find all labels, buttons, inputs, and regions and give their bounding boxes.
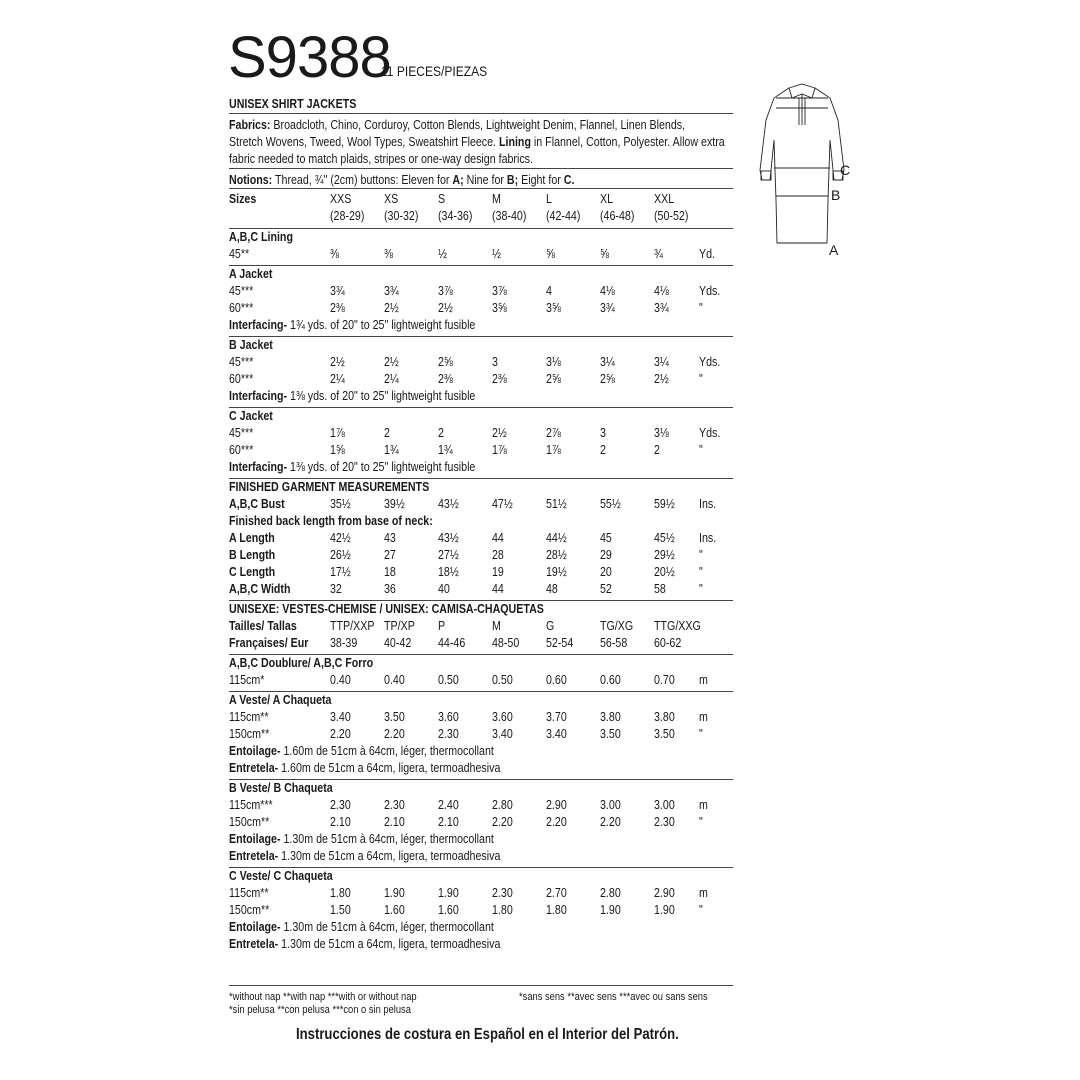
interfacing-note: Interfacing- 1⅜ yds. of 20" to 25" lightweight fusible	[229, 459, 476, 474]
row-label: 150cm**	[229, 726, 270, 741]
cell-value: 2½	[384, 354, 399, 369]
cell-value: 29½	[654, 547, 675, 562]
cell-value: 2.10	[438, 814, 459, 829]
cell-value: 3.80	[600, 709, 621, 724]
cell-value: 2.80	[492, 797, 513, 812]
cell-value: 3.00	[654, 797, 675, 812]
unit-label: "	[699, 564, 703, 579]
row-label: 45***	[229, 425, 254, 440]
cell-value: 0.50	[438, 672, 459, 687]
cell-value: ⅝	[546, 246, 555, 261]
yardage-row-45	[229, 424, 733, 441]
size-header: S	[438, 191, 446, 206]
cell-value: 2.90	[546, 797, 567, 812]
size-header: (42-44)	[546, 208, 581, 223]
cell-value: 2.80	[600, 885, 621, 900]
cell-value: 3⅝	[492, 300, 507, 315]
cell-value: 2	[384, 425, 390, 440]
size-header: M	[492, 618, 501, 633]
yardage-row-60	[229, 370, 733, 387]
cell-value: 2⅞	[546, 425, 561, 440]
metric-title: UNISEXE: VESTES-CHEMISE / UNISEX: CAMISA-CHAQUETAS	[229, 601, 544, 616]
cell-value: 2¼	[330, 371, 345, 386]
row-label: 115cm***	[229, 797, 273, 812]
entretela-note: Entretela- 1.60m de 51cm a 64cm, ligera, termoadhesiva	[229, 760, 501, 775]
footnotes-english: *without nap **with nap ***with or without nap	[229, 991, 417, 1003]
cell-value: 1.90	[654, 902, 675, 917]
row-label: 60***	[229, 300, 254, 315]
cell-value: 2½	[438, 300, 453, 315]
interfacing-note: Interfacing- 1¾ yds. of 20" to 25" lightweight fusible	[229, 317, 476, 332]
size-header: L	[546, 191, 552, 206]
cell-value: 2⅜	[330, 300, 345, 315]
footnotes-spanish: *sin pelusa **con pelusa ***con o sin pelusa	[229, 1004, 411, 1016]
entoilage-note: Entoilage- 1.30m de 51cm à 64cm, léger, thermocollant	[229, 919, 494, 934]
cell-value: 44	[492, 581, 504, 596]
cell-value: 26½	[330, 547, 351, 562]
cell-value: 27	[384, 547, 396, 562]
cell-value: 0.50	[492, 672, 513, 687]
cell-value: ⅜	[330, 246, 339, 261]
cell-value: 3.60	[438, 709, 459, 724]
metric-b-title: B Veste/ B Chaqueta	[229, 780, 333, 795]
cell-value: 17½	[330, 564, 351, 579]
cell-value: 51½	[546, 496, 567, 511]
cell-value: 2	[654, 442, 660, 457]
cell-value: 2½	[492, 425, 507, 440]
entretela-note: Entretela- 1.30m de 51cm a 64cm, ligera, termoadhesiva	[229, 936, 501, 951]
cell-value: 35½	[330, 496, 351, 511]
view-label-a: A	[829, 242, 839, 258]
cell-value: 36	[384, 581, 396, 596]
unit-label: "	[699, 300, 703, 315]
cell-value: 44	[492, 530, 504, 545]
metric-sizes-row	[229, 617, 733, 634]
a-jacket-title: A Jacket	[229, 266, 273, 281]
pattern-number: S9388	[228, 25, 391, 90]
cell-value: 48	[546, 581, 558, 596]
cell-value: 28½	[546, 547, 567, 562]
row-label: A Length	[229, 530, 275, 545]
cell-value: 2.30	[384, 797, 405, 812]
row-label: B Length	[229, 547, 276, 562]
view-label-b: B	[831, 187, 841, 203]
jacket-figure-illustration	[752, 80, 852, 260]
fabrics-line-2: Stretch Wovens, Tweed, Wool Types, Sweatshirt Fleece. Lining in Flannel, Cotton, Polyester. Allow extra	[229, 134, 725, 149]
cell-value: 18	[384, 564, 396, 579]
unit-label: "	[699, 726, 703, 741]
cell-value: 4	[546, 283, 552, 298]
cell-value: 20	[600, 564, 612, 579]
cell-value: 3¼	[654, 354, 669, 369]
cell-value: 3.70	[546, 709, 567, 724]
cell-value: ¾	[654, 246, 663, 261]
divider	[229, 188, 733, 189]
cell-value: 29	[600, 547, 612, 562]
size-header: XXS	[330, 191, 352, 206]
length-row	[229, 546, 733, 563]
cell-value: 2.20	[492, 814, 513, 829]
cell-value: 0.70	[654, 672, 675, 687]
cell-value: 0.40	[330, 672, 351, 687]
yardage-row-45	[229, 353, 733, 370]
lining-title: A,B,C Lining	[229, 229, 293, 244]
fabrics-line-1: Fabrics: Broadcloth, Chino, Corduroy, Cotton Blends, Lightweight Denim, Flannel, Linen Blends,	[229, 117, 686, 132]
footnotes-french: *sans sens **avec sens ***avec ou sans sens	[519, 991, 708, 1003]
interfacing-note: Interfacing- 1⅜ yds. of 20" to 25" lightweight fusible	[229, 388, 476, 403]
metric-row-115	[229, 708, 733, 725]
size-header: TP/XP	[384, 618, 415, 633]
cell-value: 2.30	[330, 797, 351, 812]
cell-value: 1.80	[546, 902, 567, 917]
cell-value: ⅝	[600, 246, 609, 261]
size-header: (46-48)	[600, 208, 635, 223]
cell-value: 1.90	[600, 902, 621, 917]
metric-lining-title: A,B,C Doublure/ A,B,C Forro	[229, 655, 374, 670]
row-label: 115cm**	[229, 709, 269, 724]
cell-value: 2	[438, 425, 444, 440]
cell-value: 3¾	[330, 283, 345, 298]
cell-value: 45½	[654, 530, 675, 545]
cell-value: 1⅝	[330, 442, 345, 457]
metric-row-115	[229, 796, 733, 813]
metric-a-title: A Veste/ A Chaqueta	[229, 692, 332, 707]
unit-label: "	[699, 371, 703, 386]
metric-row-150	[229, 813, 733, 830]
cell-value: 52	[600, 581, 612, 596]
yardage-row-45	[229, 282, 733, 299]
cell-value: 3¼	[600, 354, 615, 369]
metric-lining-row	[229, 671, 733, 688]
sizes-header-row	[229, 190, 733, 207]
cell-value: 59½	[654, 496, 675, 511]
cell-value: 1⅞	[330, 425, 345, 440]
cell-value: 3.60	[492, 709, 513, 724]
size-header: (38-40)	[492, 208, 527, 223]
cell-value: 1¾	[384, 442, 399, 457]
size-header: 48-50	[492, 635, 520, 650]
unit-label: m	[699, 672, 708, 687]
size-header: 40-42	[384, 635, 412, 650]
cell-value: 3.50	[384, 709, 405, 724]
row-label: 150cm**	[229, 814, 270, 829]
cell-value: 19½	[546, 564, 567, 579]
cell-value: 2.10	[330, 814, 351, 829]
cell-value: 3.50	[600, 726, 621, 741]
cell-value: 3⅞	[438, 283, 453, 298]
cell-value: 32	[330, 581, 342, 596]
row-label: C Length	[229, 564, 276, 579]
cell-value: 1.60	[384, 902, 405, 917]
size-header: P	[438, 618, 446, 633]
unit-label: Ins.	[699, 496, 717, 511]
cell-value: 4⅛	[600, 283, 615, 298]
unit-label: m	[699, 885, 708, 900]
pieces-count: 11 PIECES/PIEZAS	[381, 63, 488, 79]
cell-value: 3	[600, 425, 606, 440]
cell-value: 3¾	[654, 300, 669, 315]
lining-row	[229, 245, 733, 262]
cell-value: 0.40	[384, 672, 405, 687]
cell-value: 2.30	[654, 814, 675, 829]
cell-value: 3.50	[654, 726, 675, 741]
c-jacket-title: C Jacket	[229, 408, 273, 423]
cell-value: 20½	[654, 564, 675, 579]
size-header: (34-36)	[438, 208, 473, 223]
cell-value: 3.40	[492, 726, 513, 741]
size-header: M	[492, 191, 501, 206]
cell-value: 2⅜	[438, 371, 453, 386]
cell-value: 3⅝	[546, 300, 561, 315]
cell-value: 1.80	[492, 902, 513, 917]
row-label: 45**	[229, 246, 250, 261]
back-length-note: Finished back length from base of neck:	[229, 513, 433, 528]
cell-value: 42½	[330, 530, 351, 545]
unit-label: m	[699, 797, 708, 812]
size-header: XS	[384, 191, 399, 206]
unit-label: "	[699, 581, 703, 596]
unit-label: Yds.	[699, 283, 721, 298]
cell-value: 44½	[546, 530, 567, 545]
cell-value: 1¾	[438, 442, 453, 457]
cell-value: 3⅛	[546, 354, 561, 369]
divider	[229, 113, 733, 114]
cell-value: 2½	[330, 354, 345, 369]
unit-label: "	[699, 814, 703, 829]
unit-label: Yds.	[699, 425, 721, 440]
cell-value: 2.20	[384, 726, 405, 741]
entoilage-note: Entoilage- 1.60m de 51cm à 64cm, léger, thermocollant	[229, 743, 494, 758]
unit-label: "	[699, 442, 703, 457]
size-header: 56-58	[600, 635, 628, 650]
cell-value: ½	[438, 246, 447, 261]
b-jacket-title: B Jacket	[229, 337, 273, 352]
cell-value: 2½	[654, 371, 669, 386]
row-label: Sizes	[229, 191, 257, 206]
cell-value: 43½	[438, 496, 459, 511]
cell-value: 43½	[438, 530, 459, 545]
notions-line: Notions: Thread, ¾" (2cm) buttons: Eleven for A; Nine for B; Eight for C.	[229, 172, 575, 187]
cell-value: ⅜	[384, 246, 393, 261]
sizes-range-row	[229, 207, 733, 224]
cell-value: 1.90	[438, 885, 459, 900]
yardage-row-60	[229, 299, 733, 316]
cell-value: 1⅞	[492, 442, 507, 457]
cell-value: ½	[492, 246, 501, 261]
unit-label: Ins.	[699, 530, 717, 545]
cell-value: 55½	[600, 496, 621, 511]
cell-value: 2⅝	[600, 371, 615, 386]
cell-value: 2.20	[546, 814, 567, 829]
size-header: (50-52)	[654, 208, 689, 223]
row-label: A,B,C Bust	[229, 496, 285, 511]
metric-eur-row	[229, 634, 733, 651]
size-header: (30-32)	[384, 208, 419, 223]
cell-value: 3.40	[546, 726, 567, 741]
cell-value: 2.30	[438, 726, 459, 741]
cell-value: 2.20	[600, 814, 621, 829]
cell-value: 2⅜	[492, 371, 507, 386]
row-label: 45***	[229, 283, 254, 298]
cell-value: 2.10	[384, 814, 405, 829]
finished-measurements-title: FINISHED GARMENT MEASUREMENTS	[229, 479, 430, 494]
cell-value: 4⅛	[654, 283, 669, 298]
cell-value: 3⅞	[492, 283, 507, 298]
size-header: 60-62	[654, 635, 682, 650]
pattern-title: UNISEX SHIRT JACKETS	[229, 96, 357, 111]
cell-value: 1.80	[330, 885, 351, 900]
cell-value: 1.50	[330, 902, 351, 917]
length-row	[229, 563, 733, 580]
cell-value: 45	[600, 530, 612, 545]
row-label: 60***	[229, 371, 254, 386]
unit-label: Yd.	[699, 246, 716, 261]
cell-value: 1.60	[438, 902, 459, 917]
row-label: A,B,C Width	[229, 581, 291, 596]
cell-value: 1⅞	[546, 442, 561, 457]
metric-row-150	[229, 725, 733, 742]
cell-value: 2.40	[438, 797, 459, 812]
cell-value: 3¾	[384, 283, 399, 298]
cell-value: 40	[438, 581, 450, 596]
metric-row-115	[229, 884, 733, 901]
cell-value: 1.90	[384, 885, 405, 900]
metric-c-title: C Veste/ C Chaqueta	[229, 868, 333, 883]
size-header: 38-39	[330, 635, 358, 650]
row-label: 115cm*	[229, 672, 265, 687]
metric-row-150	[229, 901, 733, 918]
footnote-divider	[229, 985, 733, 986]
cell-value: 3.40	[330, 709, 351, 724]
cell-value: 0.60	[600, 672, 621, 687]
bust-row	[229, 495, 733, 512]
cell-value: 43	[384, 530, 396, 545]
cell-value: 2.30	[492, 885, 513, 900]
cell-value: 3.00	[600, 797, 621, 812]
yardage-row-60	[229, 441, 733, 458]
cell-value: 18½	[438, 564, 459, 579]
cell-value: 2⅝	[546, 371, 561, 386]
spanish-instructions-note: Instrucciones de costura en Español en el Interior del Patrón.	[296, 1026, 679, 1043]
size-header: (28-29)	[330, 208, 365, 223]
row-label: 150cm**	[229, 902, 270, 917]
size-header: 44-46	[438, 635, 466, 650]
unit-label: "	[699, 547, 703, 562]
cell-value: 27½	[438, 547, 459, 562]
cell-value: 2½	[384, 300, 399, 315]
row-label: 115cm**	[229, 885, 269, 900]
entretela-note: Entretela- 1.30m de 51cm a 64cm, ligera, termoadhesiva	[229, 848, 501, 863]
view-label-c: C	[840, 162, 851, 178]
cell-value: 47½	[492, 496, 513, 511]
unit-label: m	[699, 709, 708, 724]
entoilage-note: Entoilage- 1.30m de 51cm à 64cm, léger, thermocollant	[229, 831, 494, 846]
unit-label: Yds.	[699, 354, 721, 369]
cell-value: 0.60	[546, 672, 567, 687]
cell-value: 39½	[384, 496, 405, 511]
cell-value: 2.90	[654, 885, 675, 900]
size-header: G	[546, 618, 555, 633]
cell-value: 2¼	[384, 371, 399, 386]
length-row	[229, 529, 733, 546]
cell-value: 2.70	[546, 885, 567, 900]
row-label: Françaises/ Eur	[229, 635, 309, 650]
row-label: 60***	[229, 442, 254, 457]
cell-value: 3	[492, 354, 498, 369]
cell-value: 2.20	[330, 726, 351, 741]
cell-value: 3.80	[654, 709, 675, 724]
unit-label: "	[699, 902, 703, 917]
cell-value: 28	[492, 547, 504, 562]
cell-value: 2	[600, 442, 606, 457]
cell-value: 2⅝	[438, 354, 453, 369]
cell-value: 3¾	[600, 300, 615, 315]
divider	[229, 168, 733, 169]
fabrics-line-3: fabric needed to match plaids, stripes or one-way design fabrics.	[229, 151, 533, 166]
cell-value: 3⅛	[654, 425, 669, 440]
size-header: 52-54	[546, 635, 574, 650]
size-header: TG/XG	[600, 618, 634, 633]
size-header: TTG/XXG	[654, 618, 701, 633]
row-label: 45***	[229, 354, 254, 369]
size-header: XXL	[654, 191, 675, 206]
row-label: Tailles/ Tallas	[229, 618, 297, 633]
length-row	[229, 580, 733, 597]
size-header: TTP/XXP	[330, 618, 375, 633]
cell-value: 19	[492, 564, 504, 579]
cell-value: 58	[654, 581, 666, 596]
size-header: XL	[600, 191, 614, 206]
